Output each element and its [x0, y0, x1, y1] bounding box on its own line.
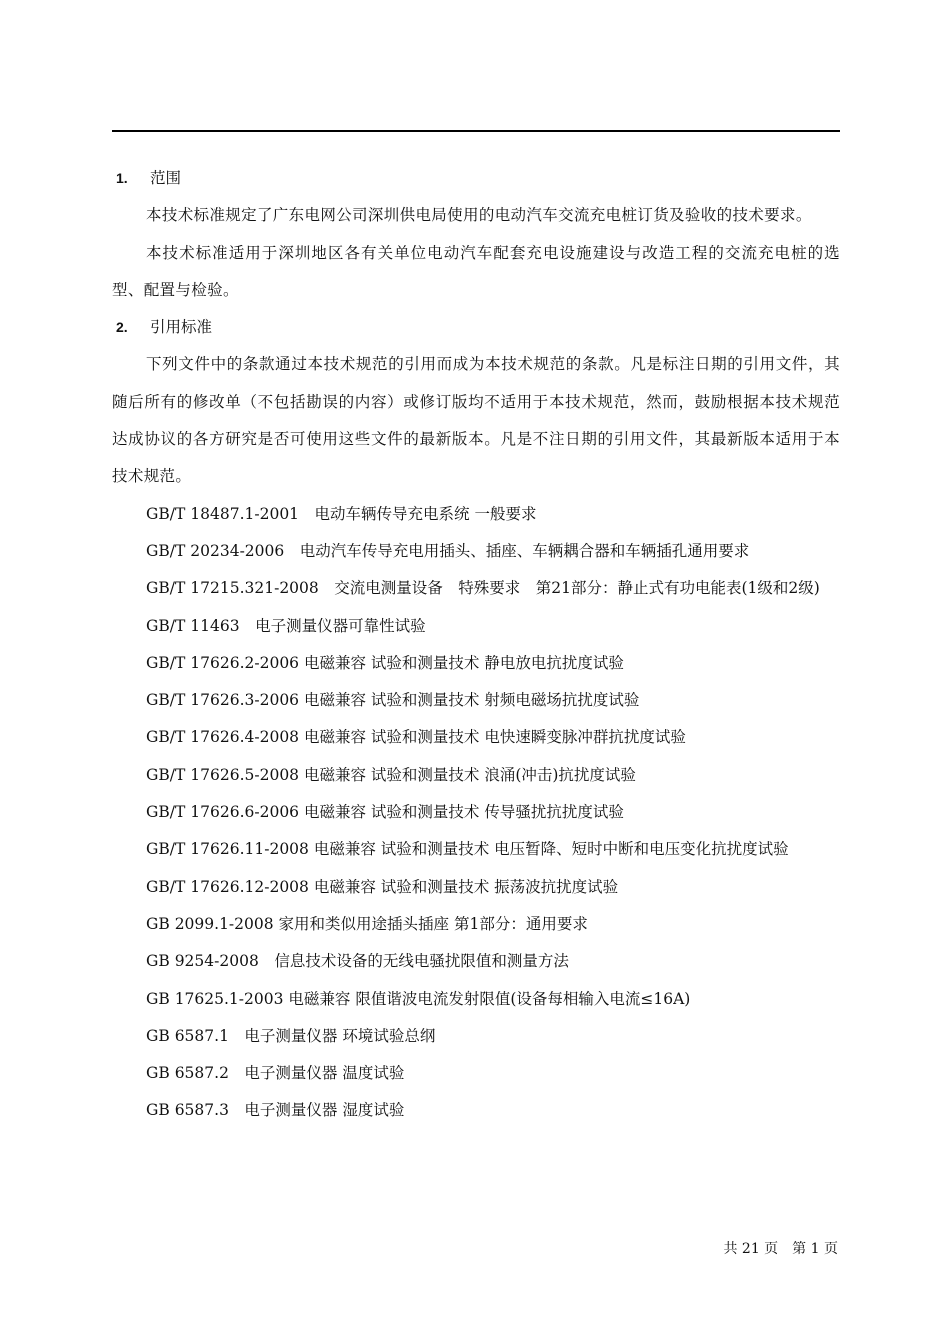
reference-item: GB/T 17626.5-2008 电磁兼容 试验和测量技术 浪涌(冲击)抗扰度试验: [146, 765, 636, 784]
reference-item: GB/T 17626.4-2008 电磁兼容 试验和测量技术 电快速瞬变脉冲群抗扰度试验: [146, 728, 686, 747]
reference-item: GB 17625.1-2003 电磁兼容 限值谐波电流发射限值(设备每相输入电流≤16A): [146, 989, 691, 1008]
header-rule: [112, 130, 840, 132]
page-number-footer: 共 21 页 第 1 页: [723, 1241, 838, 1257]
reference-item: GB 9254-2008 信息技术设备的无线电骚扰限值和测量方法: [146, 952, 569, 971]
section-title: 范围: [150, 169, 182, 187]
reference-item: GB/T 20234-2006 电动汽车传导充电用插头、插座、车辆耦合器和车辆插孔通用要求: [146, 541, 750, 560]
reference-item: GB 2099.1-2008 家用和类似用途插头插座 第1部分：通用要求: [146, 914, 588, 933]
reference-item: GB/T 17626.3-2006 电磁兼容 试验和测量技术 射频电磁场抗扰度试验: [146, 691, 640, 710]
reference-item: GB/T 18487.1-2001 电动车辆传导充电系统 一般要求: [146, 504, 537, 523]
section-heading-references: [112, 309, 840, 346]
section-number: 2.: [116, 319, 128, 336]
section-number: 1.: [116, 170, 128, 186]
reference-item: GB/T 17626.2-2006 电磁兼容 试验和测量技术 静电放电抗扰度试验: [146, 653, 624, 672]
scope-paragraph-1: 本技术标准规定了广东电网公司深圳供电局使用的电动汽车交流充电桩订货及验收的技术要求。: [146, 206, 812, 225]
reference-item: GB/T 17215.321-2008 交流电测量设备 特殊要求 第21部分：静止式有功电能表(1级和2级): [146, 579, 820, 598]
document-body: [112, 160, 840, 1130]
reference-item: GB/T 17626.12-2008 电磁兼容 试验和测量技术 振荡波抗扰度试验: [146, 877, 619, 896]
reference-item: GB/T 17626.6-2006 电磁兼容 试验和测量技术 传导骚扰抗扰度试验: [146, 803, 624, 822]
reference-item: GB 6587.2 电子测量仪器 温度试验: [146, 1064, 405, 1083]
section-title: 引用标准: [150, 318, 213, 337]
reference-item: GB/T 11463 电子测量仪器可靠性试验: [146, 616, 426, 635]
scope-paragraph-2: 本技术标准适用于深圳地区各有关单位电动汽车配套充电设施建设与改造工程的交流充电桩的选型、配置与检验。: [112, 243, 840, 299]
reference-item: GB 6587.3 电子测量仪器 湿度试验: [146, 1101, 405, 1120]
section-heading-scope: [112, 160, 840, 197]
reference-item: GB 6587.1 电子测量仪器 环境试验总纲: [146, 1026, 436, 1045]
references-intro-paragraph: 下列文件中的条款通过本技术规范的引用而成为本技术规范的条款。凡是标注日期的引用文件，其随后所有的修改单（不包括勘误的内容）或修订版均不适用于本技术规范，然而，鼓励根据本技术规范达成协议的各方研究是否可使用这些文件的最新版本。凡是不注日期的引用文件，其最新版本适用于本技术规范。: [112, 355, 840, 486]
reference-item: GB/T 17626.11-2008 电磁兼容 试验和测量技术 电压暂降、短时中断和电压变化抗扰度试验: [146, 840, 789, 859]
